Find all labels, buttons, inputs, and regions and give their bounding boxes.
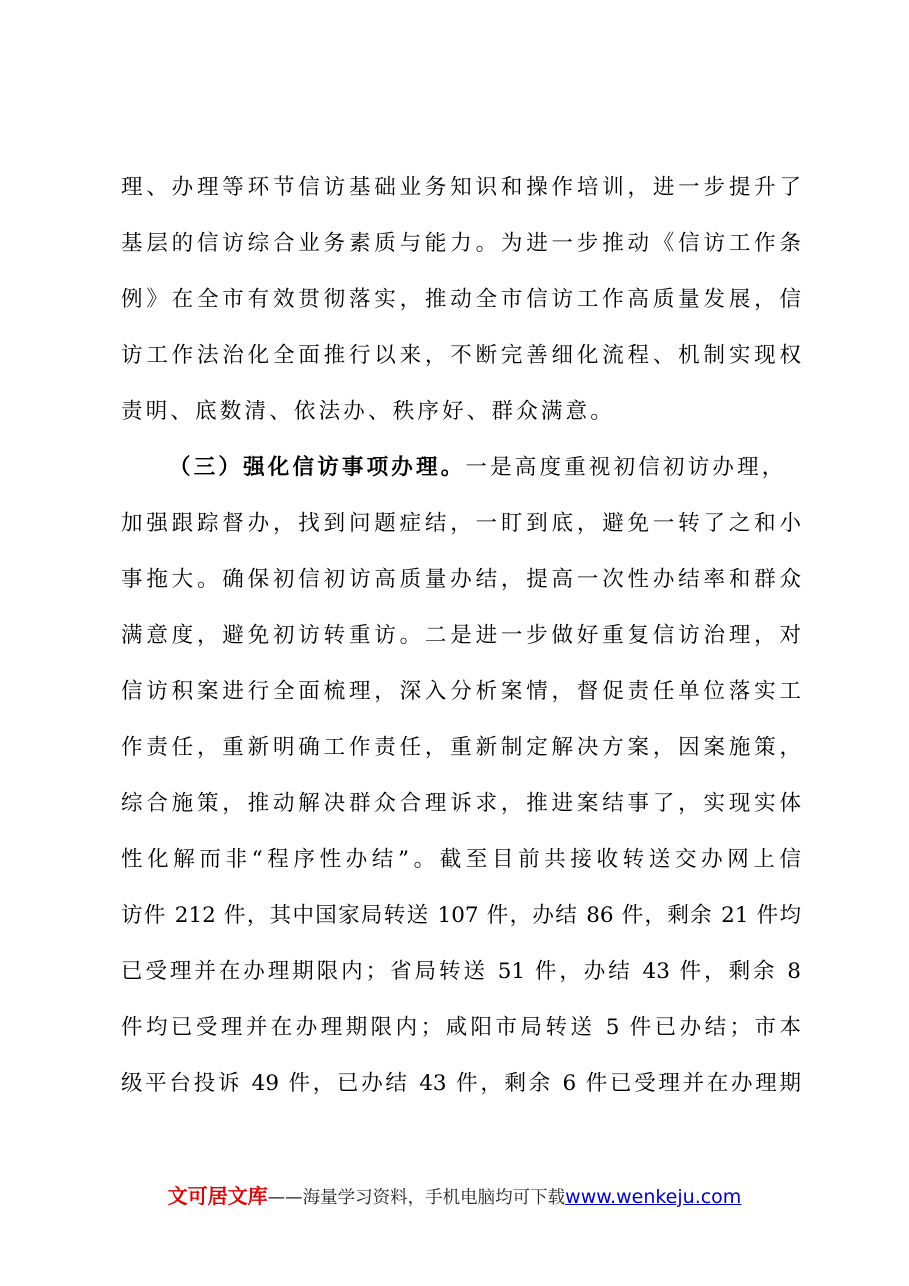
section-first-line [121,440,801,496]
text-line: 级平台投诉 49 件，已办结 43 件，剩余 6 件已受理并在办理期 [121,1071,801,1096]
text-line: 信访积案进行全面梳理，深入分析案情，督促责任单位落实工 [121,679,801,704]
text-line: 理、办理等环节信访基础业务知识和操作培训，进一步提升了 [121,175,801,200]
text-line: 作责任，重新明确工作责任，重新制定解决方案，因案施策， [121,735,801,760]
footer-banner [0,1180,909,1209]
text-line: 事拖大。确保初信初访高质量办结，提高一次性办结率和群众 [121,567,801,592]
footer-brand: 文可居文库 [167,1184,268,1208]
text-line: 例》在全市有效贯彻落实，推动全市信访工作高质量发展，信 [121,287,801,312]
text-line: 件均已受理并在办理期限内；咸阳市局转送 5 件已办结；市本 [121,1015,801,1040]
section-heading: （三）强化信访事项办理。 [169,455,466,480]
text-line: 基层的信访综合业务素质与能力。为进一步推动《信访工作条 [121,231,801,256]
text-line: 加强跟踪督办，找到问题症结，一盯到底，避免一转了之和小 [121,511,801,536]
text-line: 综合施策，推动解决群众合理诉求，推进案结事了，实现实体 [121,791,801,816]
document-body [121,160,801,1112]
text-line: 责明、底数清、依法办、秩序好、群众满意。 [121,399,616,424]
section-first-line-text: 一是高度重视初信初访办理， [465,455,787,480]
text-line: 已受理并在办理期限内；省局转送 51 件，办结 43 件，剩余 8 [121,959,801,984]
footer-url-link[interactable]: www.wenkeju.com [565,1186,742,1208]
footer-tagline: ——海量学习资料，手机电脑均可下载 [267,1188,566,1208]
text-line: 性化解而非“程序性办结”。截至目前共接收转送交办网上信 [121,847,801,872]
text-line: 满意度，避免初访转重访。二是进一步做好重复信访治理，对 [121,623,801,648]
text-line: 访工作法治化全面推行以来，不断完善细化流程、机制实现权 [121,343,801,368]
text-line: 访件 212 件，其中国家局转送 107 件，办结 86 件，剩余 21 件均 [121,903,801,928]
